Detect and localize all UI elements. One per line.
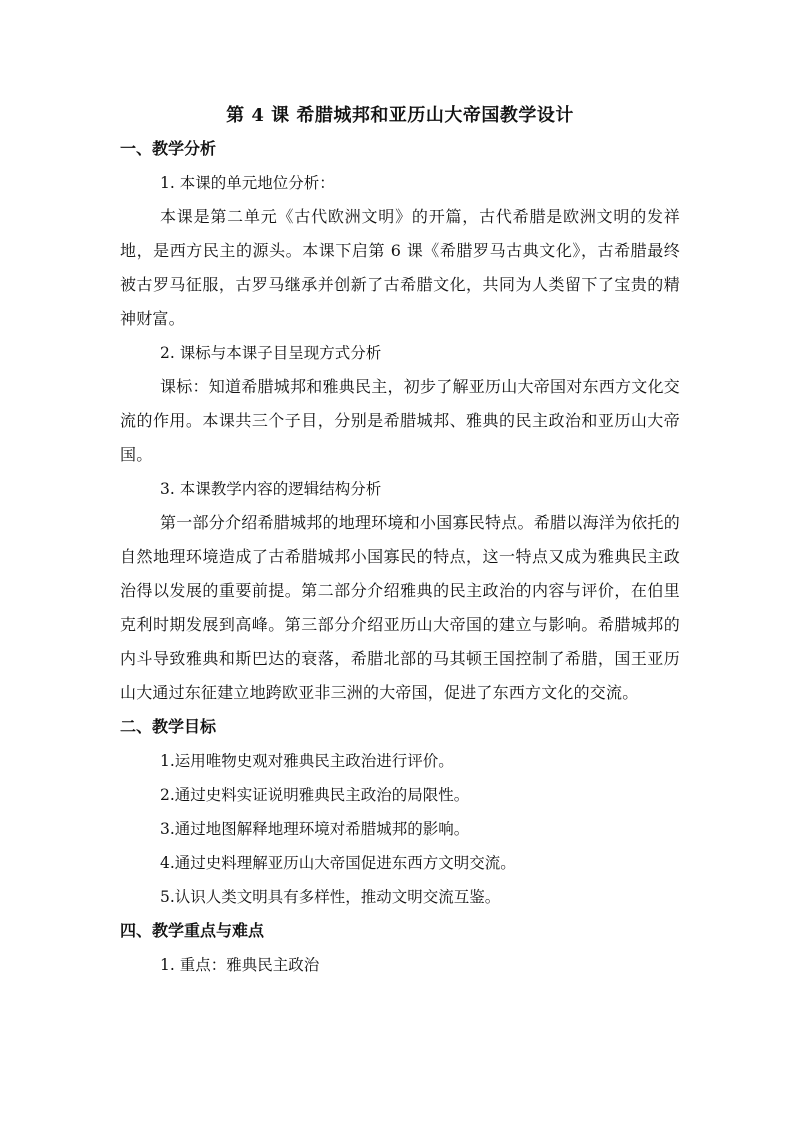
- paragraph-curriculum: 课标：知道希腊城邦和雅典民主，初步了解亚历山大帝国对东西方文化交流的作用。本课共三个子目，分别是希腊城邦、雅典的民主政治和亚历山大帝国。: [120, 377, 680, 464]
- section-heading-objectives: 二、教学目标: [120, 717, 217, 736]
- section-heading-key-points: 四、教学重点与难点: [120, 921, 265, 940]
- subsection-label-curriculum: 2. 课标与本课子目呈现方式分析: [160, 344, 382, 362]
- section-heading-analysis: 一、教学分析: [120, 139, 217, 158]
- objective-item: 1.运用唯物史观对雅典民主政治进行评价。: [160, 752, 454, 770]
- paragraph-unit-position: 本课是第二单元《古代欧洲文明》的开篇，古代希腊是欧洲文明的发祥地，是西方民主的源头。本课下启第 6 课《希腊罗马古典文化》，古希腊最终被古罗马征服，古罗马继承并创新了古希腊文化，共同为人类留下了宝贵的精神财富。: [120, 207, 680, 328]
- paragraph-logic-structure: 第一部分介绍希腊城邦的地理环境和小国寡民特点。希腊以海洋为依托的自然地理环境造成了古希腊城邦小国寡民的特点，这一特点又成为雅典民主政治得以发展的重要前提。第二部分介绍雅典的民主政治的内容与评价，在伯里克利时期发展到高峰。第三部分介绍亚历山大帝国的建立与影响。希腊城邦的内斗导致雅典和斯巴达的衰落，希腊北部的马其顿王国控制了希腊，国王亚历山大通过东征建立地跨欧亚非三洲的大帝国，促进了东西方文化的交流。: [120, 513, 680, 702]
- document-body: [120, 100, 680, 982]
- key-point-item: 1. 重点：雅典民主政治: [160, 956, 320, 974]
- objective-item: 4.通过史料理解亚历山大帝国促进东西方文明交流。: [160, 854, 516, 872]
- objective-item: 3.通过地图解释地理环境对希腊城邦的影响。: [160, 820, 470, 838]
- subsection-label-logic-structure: 3. 本课教学内容的逻辑结构分析: [160, 480, 382, 498]
- objective-item: 2.通过史料实证说明雅典民主政治的局限性。: [160, 786, 470, 804]
- document-title: 第 4 课 希腊城邦和亚历山大帝国教学设计: [226, 105, 574, 126]
- objective-item: 5.认识人类文明具有多样性，推动文明交流互鉴。: [160, 888, 501, 906]
- subsection-label-unit-position: 1. 本课的单元地位分析：: [160, 174, 335, 192]
